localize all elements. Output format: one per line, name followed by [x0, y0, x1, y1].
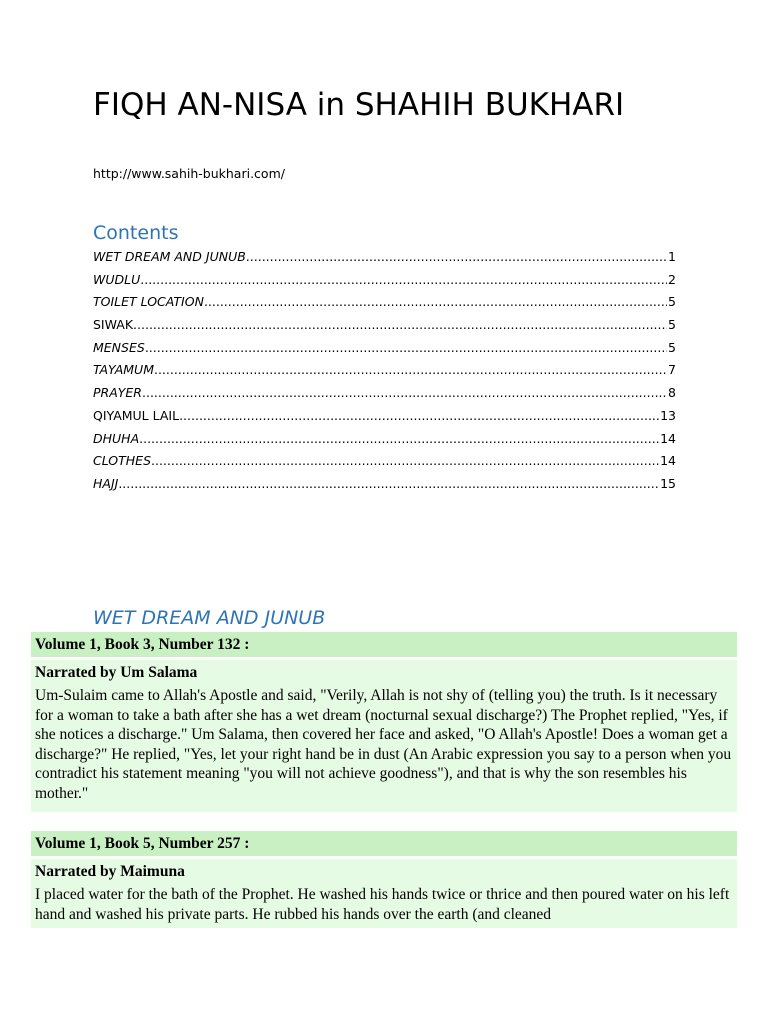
- toc-entry-page: 7: [668, 362, 676, 378]
- toc-entry-label: HAJJ: [93, 475, 119, 491]
- document-title: FIQH AN-NISA in SHAHIH BUKHARI: [93, 87, 625, 123]
- toc-entry[interactable]: [93, 247, 676, 270]
- toc-leader-dots: [118, 474, 659, 494]
- toc-entry-page: 8: [668, 385, 676, 401]
- toc-entry-label: TAYAMUM: [93, 362, 154, 378]
- hadith-reference: Volume 1, Book 3, Number 132 :: [31, 632, 737, 657]
- toc-entry[interactable]: [93, 270, 676, 293]
- toc-leader-dots: [151, 451, 659, 471]
- toc-entry-page: 15: [660, 475, 676, 491]
- toc-leader-dots: [139, 429, 659, 449]
- toc-entry-label: QIYAMUL LAIL: [93, 407, 180, 423]
- toc-entry-page: 14: [660, 453, 676, 469]
- toc-entry[interactable]: [93, 383, 676, 406]
- toc-entry[interactable]: [93, 474, 676, 497]
- hadith-text: I placed water for the bath of the Prophet. He washed his hands twice or thrice and then poured water on his left hand and washed his private parts. He rubbed his hands over the earth (and cleaned: [31, 884, 737, 928]
- hadith-text: Um-Sulaim came to Allah's Apostle and said, "Verily, Allah is not shy of (telling you) the truth. Is it necessary for a woman to take a bath after she has a wet dream (nocturnal sexual discharge?) The Prophet replied, "Yes, if she notices a discharge." Um Salama, then covered her face and asked, "O Allah's Apostle! Does a woman get a discharge?" He replied, "Yes, let your right hand be in dust (An Arabic expression you say to a person when you contradict his statement meaning "you will not achieve goodness"), and that is why the son resembles his mother.": [31, 685, 737, 812]
- toc-entry-label: MENSES: [93, 339, 145, 355]
- toc-leader-dots: [145, 338, 667, 358]
- toc-leader-dots: [154, 360, 667, 380]
- toc-leader-dots: [142, 383, 667, 403]
- toc-entry-page: 5: [668, 317, 676, 333]
- toc-entry-label: SIWAK: [93, 317, 134, 333]
- toc-entry-label: WET DREAM AND JUNUB: [93, 249, 246, 264]
- toc-entry[interactable]: [93, 360, 676, 383]
- toc-entry-page: 13: [660, 407, 676, 423]
- section-heading: WET DREAM AND JUNUB: [93, 607, 326, 629]
- toc-entry-page: 5: [668, 294, 676, 310]
- hadith-entry: [31, 632, 737, 812]
- toc-entry[interactable]: [93, 451, 676, 474]
- toc-entry[interactable]: [93, 338, 676, 361]
- toc-leader-dots: [246, 247, 667, 267]
- toc-leader-dots: [179, 406, 659, 426]
- toc-entry-page: 1: [668, 249, 676, 264]
- toc-entry[interactable]: [93, 429, 676, 452]
- toc-entry-page: 14: [660, 430, 676, 446]
- hadith-narrator: Narrated by Maimuna: [31, 859, 737, 884]
- toc-entry-label: CLOTHES: [93, 453, 152, 469]
- toc-entry-label: PRAYER: [93, 385, 142, 401]
- toc-entry[interactable]: [93, 406, 676, 429]
- source-url[interactable]: http://www.sahih-bukhari.com/: [93, 166, 285, 181]
- toc-entry-label: DHUHA: [93, 430, 140, 446]
- hadith-entry: [31, 831, 737, 928]
- toc-entry[interactable]: [93, 292, 676, 315]
- toc-entry-label: TOILET LOCATION: [93, 294, 204, 310]
- toc-leader-dots: [140, 270, 667, 290]
- hadith-reference: Volume 1, Book 5, Number 257 :: [31, 831, 737, 856]
- hadith-narrator: Narrated by Um Salama: [31, 660, 737, 685]
- toc-entry-page: 5: [668, 339, 676, 355]
- toc-entry-label: WUDLU: [93, 271, 141, 287]
- toc-leader-dots: [133, 315, 667, 335]
- toc-leader-dots: [204, 292, 667, 312]
- contents-heading: Contents: [93, 222, 179, 244]
- toc-entry[interactable]: [93, 315, 676, 338]
- table-of-contents: [93, 247, 676, 497]
- toc-entry-page: 2: [668, 271, 676, 287]
